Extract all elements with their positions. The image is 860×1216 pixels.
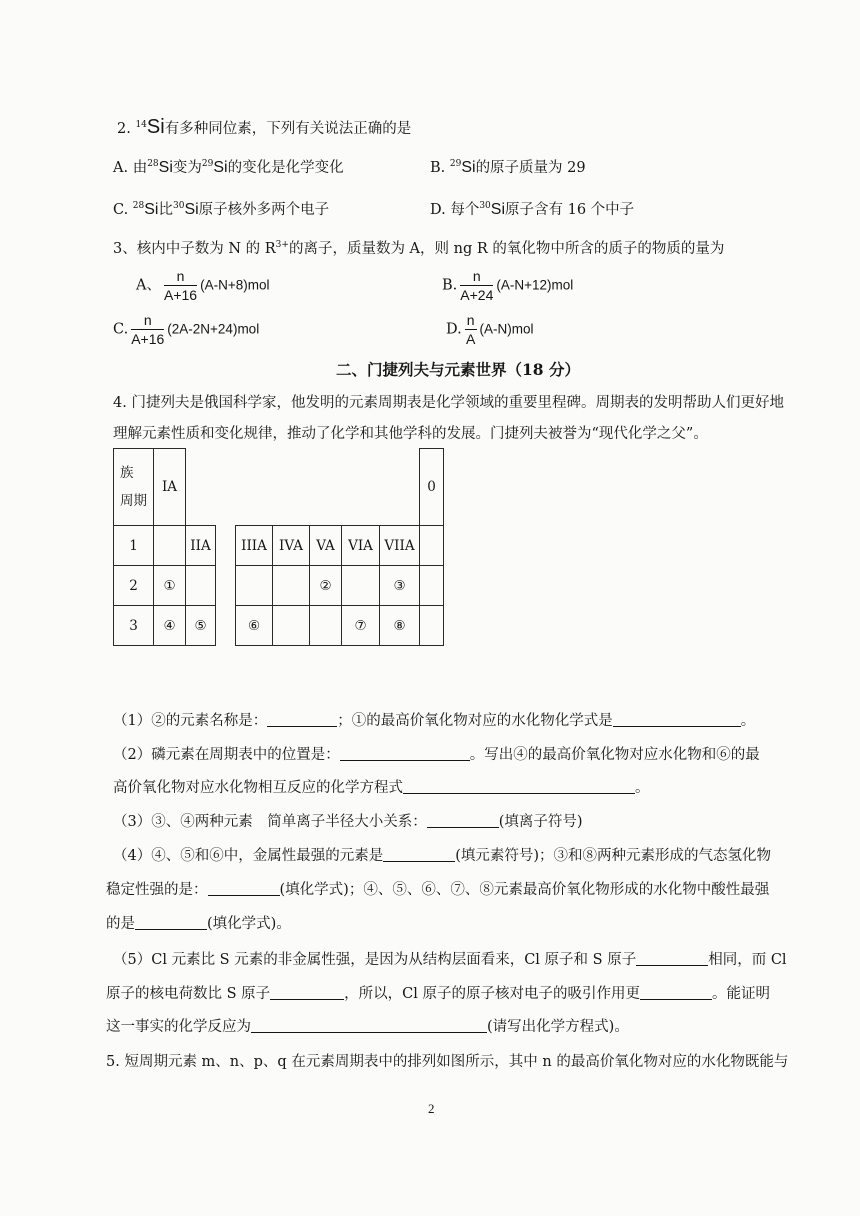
cell-2-iva: [273, 566, 310, 606]
answer-blank[interactable]: [613, 712, 741, 727]
answer-blank[interactable]: [403, 779, 635, 794]
q4-sub2-line2: 高价氧化物对应水化物相互反应的化学方程式 。: [113, 780, 650, 796]
table-corner: 族 周期: [114, 449, 154, 526]
q4-sub3: （3）③、④两种元素 简单离子半径大小关系： (填离子符号): [113, 814, 583, 830]
answer-blank[interactable]: [640, 985, 712, 1000]
q4-sub5-line2: 原子的核电荷数比 S 原子 ，所以，Cl 原子的原子核对电子的吸引作用更 。能证明: [106, 986, 770, 1002]
period-1: 1: [114, 526, 154, 566]
period-2: 2: [114, 566, 154, 606]
q5-stem: 5. 短周期元素 m、n、p、q 在元素周期表中的排列如图所示，其中 n 的最高价氧化物对应的水化物既能与: [106, 1054, 789, 1070]
cell-2-viia: ③: [380, 566, 420, 606]
answer-blank[interactable]: [383, 847, 455, 862]
cell-3-zero: [420, 606, 444, 646]
group-iia-header: IIA: [186, 526, 216, 566]
cell-3-ia: ④: [154, 606, 186, 646]
cell-2-ia: ①: [154, 566, 186, 606]
group-va-header: VA: [310, 526, 342, 566]
q4-sub4-line1: （4）④、⑤和⑥中，金属性最强的元素是 (填元素符号)；③和⑧两种元素形成的气态氢化物: [113, 848, 772, 864]
q3-option-c: C. $\frac{n}{A+16}$ (2A-2N+24)mol: [113, 312, 260, 347]
q4-intro-line2: 理解元素性质和变化规律，推动了化学和其他学科的发展。门捷列夫被誉为“现代化学之父”。: [113, 426, 708, 442]
cell-1-zero: [420, 526, 444, 566]
page-number: 2: [428, 1101, 435, 1116]
q4-sub1: （1）②的元素名称是： ；①的最高价氧化物对应的水化物化学式是 。: [113, 713, 756, 729]
answer-blank[interactable]: [270, 985, 344, 1000]
cell-2-iiia: [236, 566, 273, 606]
q3-option-b: B. $\frac{n}{A+24}$ (A-N+12)mol: [442, 268, 574, 303]
group-zero-header: 0: [420, 449, 444, 526]
answer-blank[interactable]: [208, 881, 280, 896]
q4-sub2-line1: （2）磷元素在周期表中的位置是： 。写出④的最高价氧化物对应水化物和⑥的最: [113, 747, 760, 763]
group-iiia-header: IIIA: [236, 526, 273, 566]
q2-option-c: C. $^{28}$Si比$^{30}$Si原子核外多两个电子: [113, 201, 330, 218]
q3-option-a: A、 $\frac{n}{A+16}$ (A-N+8)mol: [136, 268, 270, 303]
periodic-table: [113, 448, 444, 646]
cell-3-viia: ⑧: [380, 606, 420, 646]
answer-blank[interactable]: [636, 951, 708, 966]
answer-blank[interactable]: [135, 915, 207, 930]
q4-sub5-line3: 这一事实的化学反应为 (请写出化学方程式)。: [106, 1019, 629, 1035]
cell-3-va: [310, 606, 342, 646]
answer-blank[interactable]: [251, 1018, 487, 1033]
q2-option-a: A. 由$^{28}$Si变为$^{29}$Si的变化是化学变化: [113, 159, 344, 176]
q3-option-d: D. $\frac{n}{A}$ (A-N)mol: [446, 312, 534, 347]
q2-stem: 2. $^{14}$Si有多种同位素，下列有关说法正确的是: [117, 116, 412, 138]
group-viia-header: VIIA: [380, 526, 420, 566]
group-iva-header: IVA: [273, 526, 310, 566]
cell-2-va: ②: [310, 566, 342, 606]
answer-blank[interactable]: [267, 712, 337, 727]
cell-3-iiia: ⑥: [236, 606, 273, 646]
answer-blank[interactable]: [340, 746, 470, 761]
cell-3-iia: ⑤: [186, 606, 216, 646]
group-via-header: VIA: [342, 526, 380, 566]
q2-option-b: B. $^{29}$Si的原子质量为 29: [430, 159, 586, 176]
cell-2-via: [342, 566, 380, 606]
q4-sub4-line2: 稳定性强的是： (填化学式)；④、⑤、⑥、⑦、⑧元素最高价氧化物形成的水化物中酸性最强: [106, 882, 770, 898]
q3-stem: 3、核内中子数为 N 的 $R^{3+}$的离子，质量数为 A，则 ng R 的氧化物中所含的质子的物质的量为: [113, 240, 725, 257]
q2-option-d: D. 每个$^{30}$Si原子含有 16 个中子: [430, 201, 635, 218]
group-ia-header: IA: [154, 449, 186, 526]
cell-1-ia: [154, 526, 186, 566]
cell-3-via: ⑦: [342, 606, 380, 646]
q4-intro-line1: 4. 门捷列夫是俄国科学家，他发明的元素周期表是化学领域的重要里程碑。周期表的发明帮助人们更好地: [113, 395, 784, 411]
answer-blank[interactable]: [427, 813, 499, 828]
q4-sub4-line3: 的是 (填化学式)。: [106, 916, 291, 932]
period-3: 3: [114, 606, 154, 646]
cell-2-zero: [420, 566, 444, 606]
q4-sub5-line1: （5）Cl 元素比 S 元素的非金属性强，是因为从结构层面看来，Cl 原子和 S 原子 相同，而 Cl: [113, 952, 787, 968]
section-heading: 二、门捷列夫与元素世界（18 分）: [336, 360, 580, 379]
cell-2-iia: [186, 566, 216, 606]
cell-3-iva: [273, 606, 310, 646]
